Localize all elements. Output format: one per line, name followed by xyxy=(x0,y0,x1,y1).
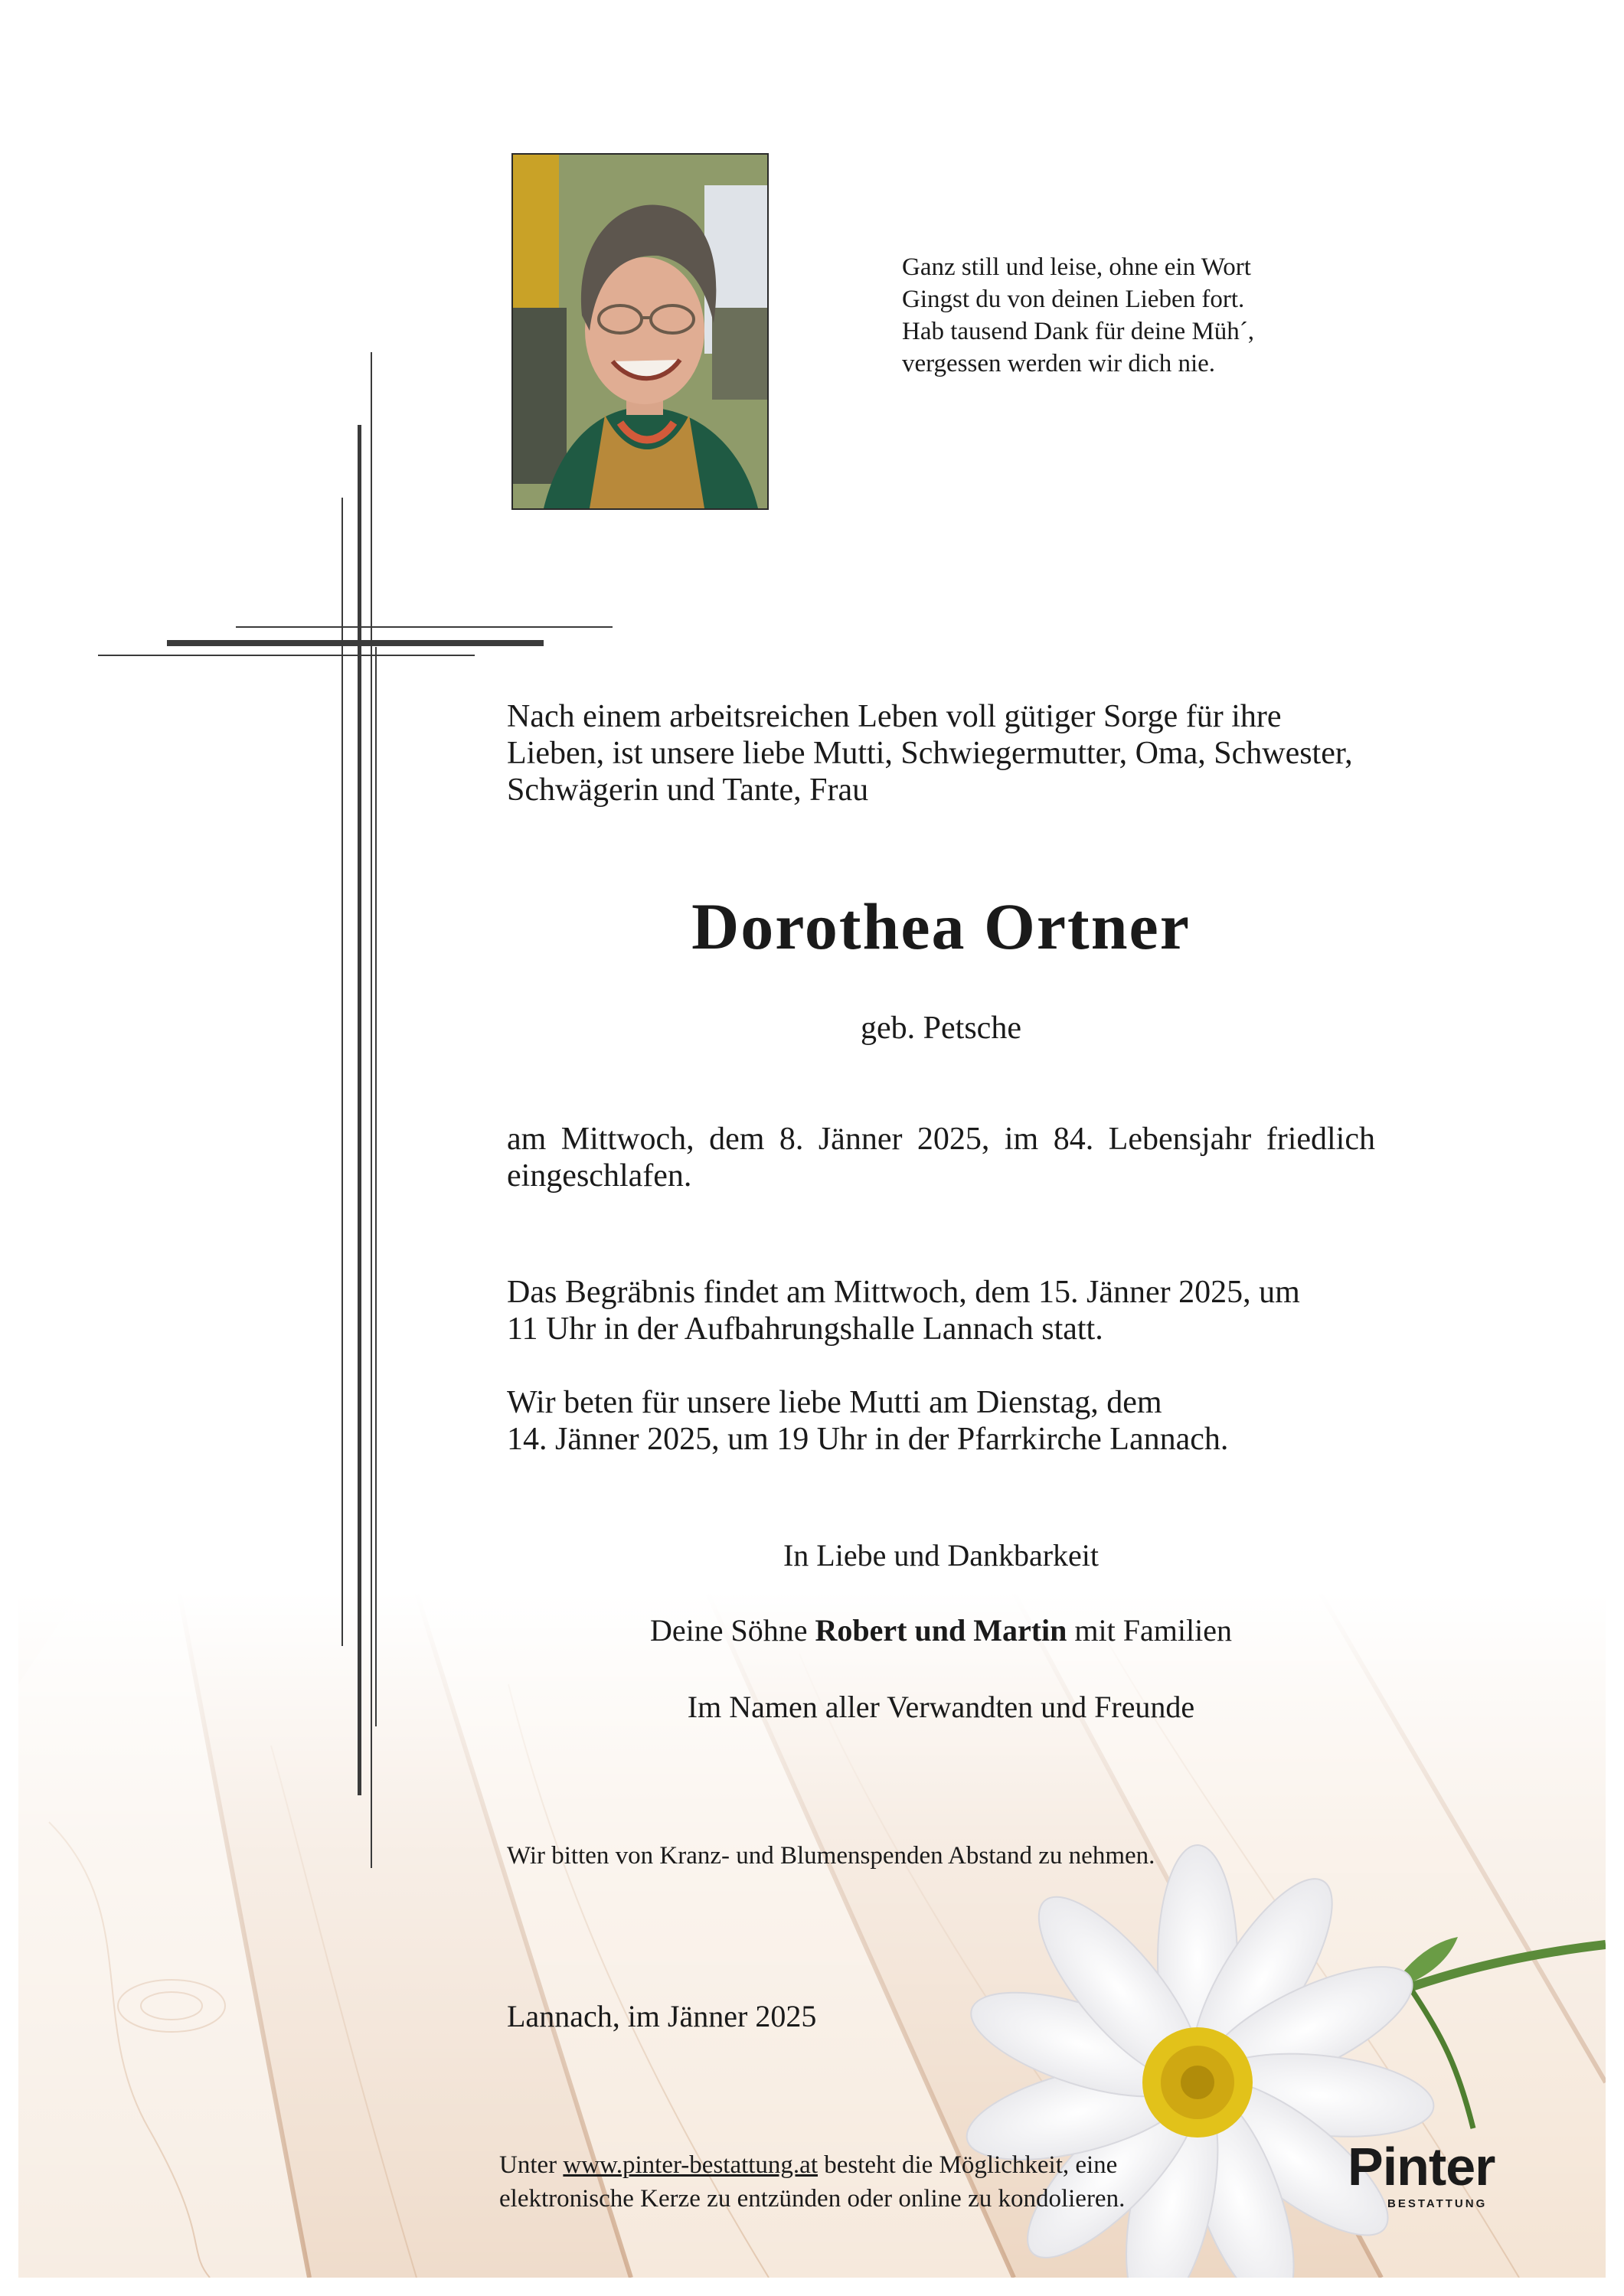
footer-prefix: Unter xyxy=(499,2151,564,2179)
death-paragraph xyxy=(507,1121,1375,1194)
deceased-name: Dorothea Ortner xyxy=(691,890,1191,963)
relatives-line: Im Namen aller Verwandten und Freunde xyxy=(687,1690,1195,1724)
intro-line: Nach einem arbeitsreichen Leben voll gütiger Sorge für ihre xyxy=(507,699,1282,734)
logo-word: Pinter xyxy=(1348,2137,1495,2196)
poem-line: vergessen werden wir dich nie. xyxy=(902,350,1216,377)
death-line: eingeschlafen. xyxy=(507,1158,692,1194)
poem-line: Hab tausend Dank für deine Müh´, xyxy=(902,318,1255,345)
funeral-paragraph xyxy=(507,1274,1375,1347)
intro-line: Lieben, ist unsere liebe Mutti, Schwiegermutter, Oma, Schwester, xyxy=(507,736,1353,771)
place-date: Lannach, im Jänner 2025 xyxy=(507,1999,817,2033)
prayer-line: Wir beten für unsere liebe Mutti am Dienstag, dem xyxy=(507,1385,1162,1420)
intro-line: Schwägerin und Tante, Frau xyxy=(507,772,869,808)
funeral-line: Das Begräbnis findet am Mittwoch, dem 15. Jänner 2025, um xyxy=(507,1275,1300,1310)
pinter-logo xyxy=(1348,2136,1528,2220)
memorial-poem xyxy=(902,251,1361,380)
website-link[interactable]: www.pinter-bestattung.at xyxy=(563,2151,819,2179)
funeral-line: 11 Uhr in der Aufbahrungshalle Lannach statt. xyxy=(507,1311,1103,1347)
no-wreaths-note: Wir bitten von Kranz- und Blumenspenden Abstand zu nehmen. xyxy=(507,1842,1155,1870)
thanks-line: In Liebe und Dankbarkeit xyxy=(783,1538,1100,1573)
sons-names: Robert und Martin xyxy=(815,1613,1067,1648)
poem-line: Ganz still und leise, ohne ein Wort xyxy=(902,253,1251,281)
death-line: am Mittwoch, dem 8. Jänner 2025, im 84. Lebensjahr friedlich xyxy=(507,1122,1375,1157)
intro-paragraph xyxy=(507,698,1403,808)
logo-subtitle: BESTATTUNG xyxy=(1387,2197,1488,2210)
sons-suffix: mit Familien xyxy=(1067,1613,1232,1648)
prayer-line: 14. Jänner 2025, um 19 Uhr in der Pfarrkirche Lannach. xyxy=(507,1422,1229,1457)
footer-line-2: elektronische Kerze zu entzünden oder online zu kondolieren. xyxy=(499,2185,1126,2213)
prayer-paragraph xyxy=(507,1384,1375,1458)
sons-prefix: Deine Söhne xyxy=(650,1613,815,1648)
footer-suffix: besteht die Möglichkeit, eine xyxy=(818,2151,1118,2179)
poem-line: Gingst du von deinen Lieben fort. xyxy=(902,286,1245,313)
footer-note xyxy=(499,2148,1265,2216)
portrait-photo xyxy=(511,153,769,510)
birth-name: geb. Petsche xyxy=(861,1011,1021,1046)
sons-line xyxy=(507,1612,1375,1649)
